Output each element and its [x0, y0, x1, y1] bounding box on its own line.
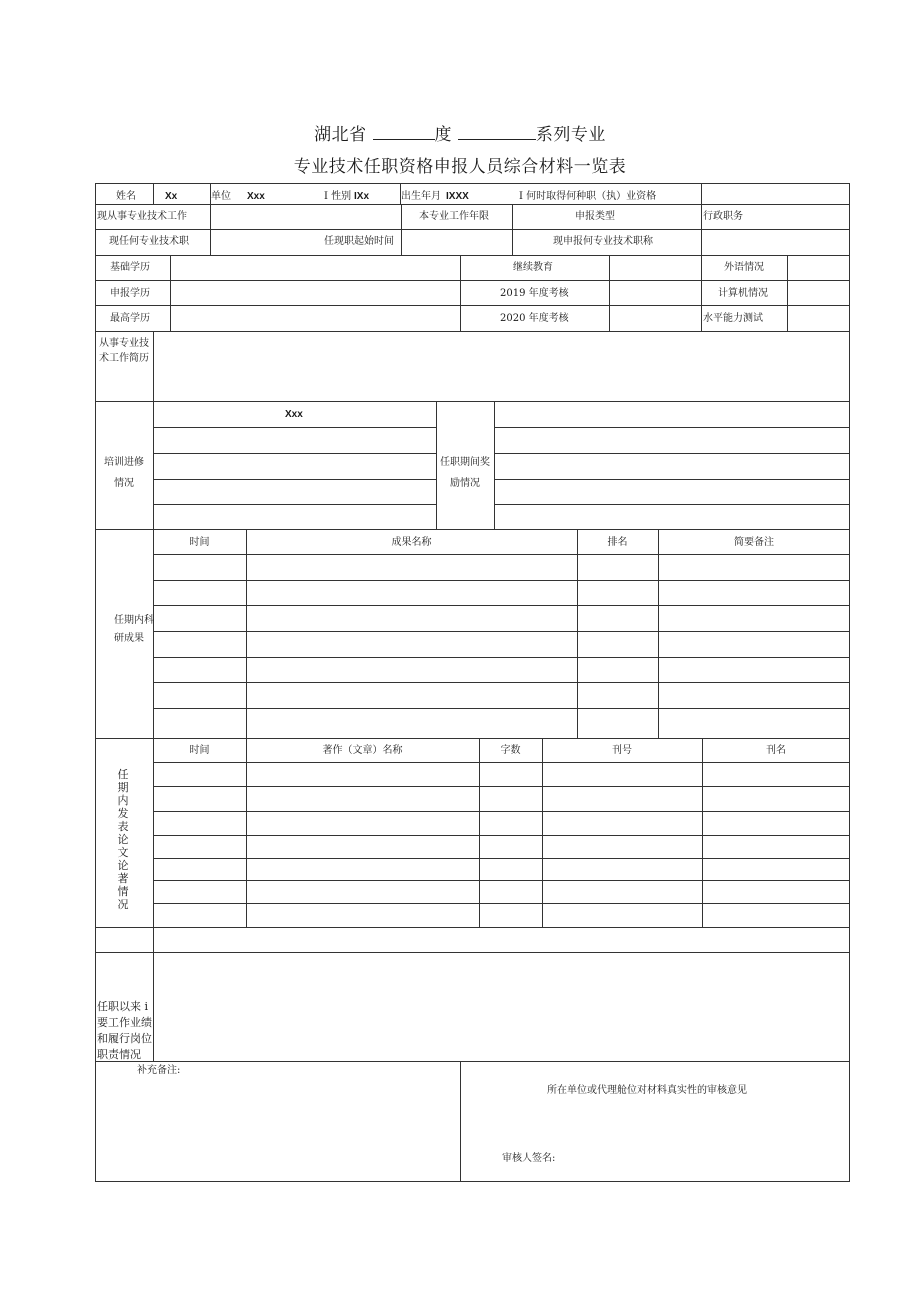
- row-line: [153, 858, 850, 859]
- col-line: [701, 229, 702, 255]
- col-line: [170, 255, 171, 331]
- continuing-edu-label: 继续教育: [513, 262, 553, 273]
- col-line: [577, 529, 578, 738]
- col-line: [153, 927, 154, 1061]
- gender-label: I 性别: [324, 191, 352, 202]
- exam-2019-label: 2019 年度考核: [500, 288, 569, 299]
- apply-title-label: 现申报何专业技术职称: [553, 236, 653, 247]
- col-line: [401, 229, 402, 255]
- row-line: [153, 762, 850, 763]
- current-title-label: 现任何专业技术职: [109, 236, 189, 247]
- row-line: [153, 504, 436, 505]
- col-line: [701, 204, 702, 229]
- row-line: [95, 229, 850, 230]
- year-blank[interactable]: [373, 123, 435, 140]
- years-label: 本专业工作年限: [419, 211, 489, 222]
- row-line: [95, 529, 850, 530]
- title-line-2: 专业技术任职资格申报人员综合材料一览表: [293, 157, 627, 177]
- col-line: [210, 204, 211, 229]
- col-line: [494, 401, 495, 529]
- research-header-rank: 排名: [607, 537, 628, 548]
- admin-post-label: 行政职务: [703, 211, 743, 222]
- highest-edu-label: 最高学历: [110, 313, 150, 324]
- row-line: [95, 401, 850, 402]
- row-line: [153, 631, 850, 632]
- col-line: [246, 738, 247, 927]
- row-line: [95, 927, 850, 928]
- start-time-label: 任现职起始时间: [324, 236, 394, 247]
- qualification-label: I 何时取得何种职（执）业资格: [519, 191, 657, 202]
- col-line: [460, 1061, 461, 1182]
- row-line: [153, 682, 850, 683]
- row-line: [153, 554, 850, 555]
- award-label: 任职期间奖励情况: [440, 457, 490, 489]
- row-line: [153, 580, 850, 581]
- training-first-value[interactable]: Xxx: [285, 409, 303, 420]
- paper-header-title: 著作（文章）名称: [322, 745, 403, 756]
- row-line: [95, 280, 850, 281]
- review-label: 所在单位或代理舱位对材料真实性的审核意见: [547, 1085, 747, 1096]
- name-value[interactable]: Xx: [165, 191, 178, 202]
- row-line: [153, 786, 850, 787]
- col-line: [153, 183, 154, 204]
- row-line: [95, 255, 850, 256]
- row-line: [95, 204, 850, 205]
- remarks-label: 补充备注:: [137, 1065, 181, 1076]
- col-line: [153, 401, 154, 529]
- row-line: [494, 453, 850, 454]
- performance-label: 任职以来 i 要工作业绩和履行岗位职责情况: [97, 1000, 152, 1061]
- foreign-lang-label: 外语情况: [724, 262, 764, 273]
- row-line: [494, 479, 850, 480]
- resume-label: 从事专业技术工作简历: [99, 338, 149, 364]
- signature-label: 审核人签名:: [502, 1153, 556, 1164]
- row-line: [153, 427, 436, 428]
- row-line: [95, 1061, 850, 1062]
- gender-value[interactable]: IXx: [354, 191, 370, 202]
- col-line: [658, 529, 659, 738]
- row-line: [153, 835, 850, 836]
- research-header-time: 时间: [189, 537, 210, 548]
- training-label: 培训进修情况: [104, 457, 144, 489]
- col-line: [153, 331, 154, 401]
- row-line: [153, 479, 436, 480]
- col-line: [787, 255, 788, 331]
- col-line: [153, 738, 154, 927]
- col-line: [479, 738, 480, 927]
- series-blank[interactable]: [458, 123, 536, 140]
- papers-label: 任期内发表论文论著情况: [117, 768, 129, 911]
- row-line: [95, 952, 850, 953]
- birth-label: 出生年月: [401, 191, 441, 202]
- col-line: [609, 255, 610, 331]
- title-line-1: 湖北省 度 系列专业: [314, 125, 606, 145]
- name-label: 姓名: [116, 191, 136, 202]
- col-line: [246, 529, 247, 738]
- row-line: [494, 427, 850, 428]
- col-line: [460, 255, 461, 331]
- col-line: [401, 204, 402, 229]
- paper-header-words: 字数: [500, 745, 521, 756]
- col-line: [702, 738, 703, 927]
- row-line: [95, 331, 850, 332]
- row-line: [153, 903, 850, 904]
- paper-header-issn: 刊号: [612, 745, 632, 756]
- col-line: [701, 255, 702, 331]
- apply-edu-label: 申报学历: [110, 288, 150, 299]
- col-line: [512, 229, 513, 255]
- level-test-label: 水平能力测试: [703, 313, 763, 324]
- col-line: [512, 204, 513, 229]
- birth-value[interactable]: IXXX: [446, 191, 469, 202]
- current-work-label: 现从事专业技术工作: [97, 211, 187, 222]
- research-header-remark: 简要备注: [734, 537, 774, 548]
- row-line: [153, 605, 850, 606]
- exam-2020-label: 2020 年度考核: [500, 313, 569, 324]
- unit-value[interactable]: Xxx: [247, 191, 265, 202]
- computer-label: 计算机情况: [718, 288, 768, 299]
- col-line: [701, 183, 702, 204]
- paper-header-journal: 刊名: [766, 745, 786, 756]
- row-line: [153, 811, 850, 812]
- row-line: [95, 738, 850, 739]
- col-line: [542, 738, 543, 927]
- row-line: [95, 305, 850, 306]
- row-line: [494, 504, 850, 505]
- row-line: [153, 657, 850, 658]
- unit-label: 单位: [211, 191, 231, 202]
- basic-edu-label: 基础学历: [110, 262, 150, 273]
- paper-header-time: 时间: [189, 745, 210, 756]
- research-label: 任期内科研成果: [114, 615, 154, 644]
- row-line: [153, 880, 850, 881]
- apply-type-label: 申报类型: [575, 211, 615, 222]
- research-header-name: 成果名称: [391, 537, 432, 548]
- row-line: [153, 708, 850, 709]
- row-line: [153, 453, 436, 454]
- col-line: [210, 229, 211, 255]
